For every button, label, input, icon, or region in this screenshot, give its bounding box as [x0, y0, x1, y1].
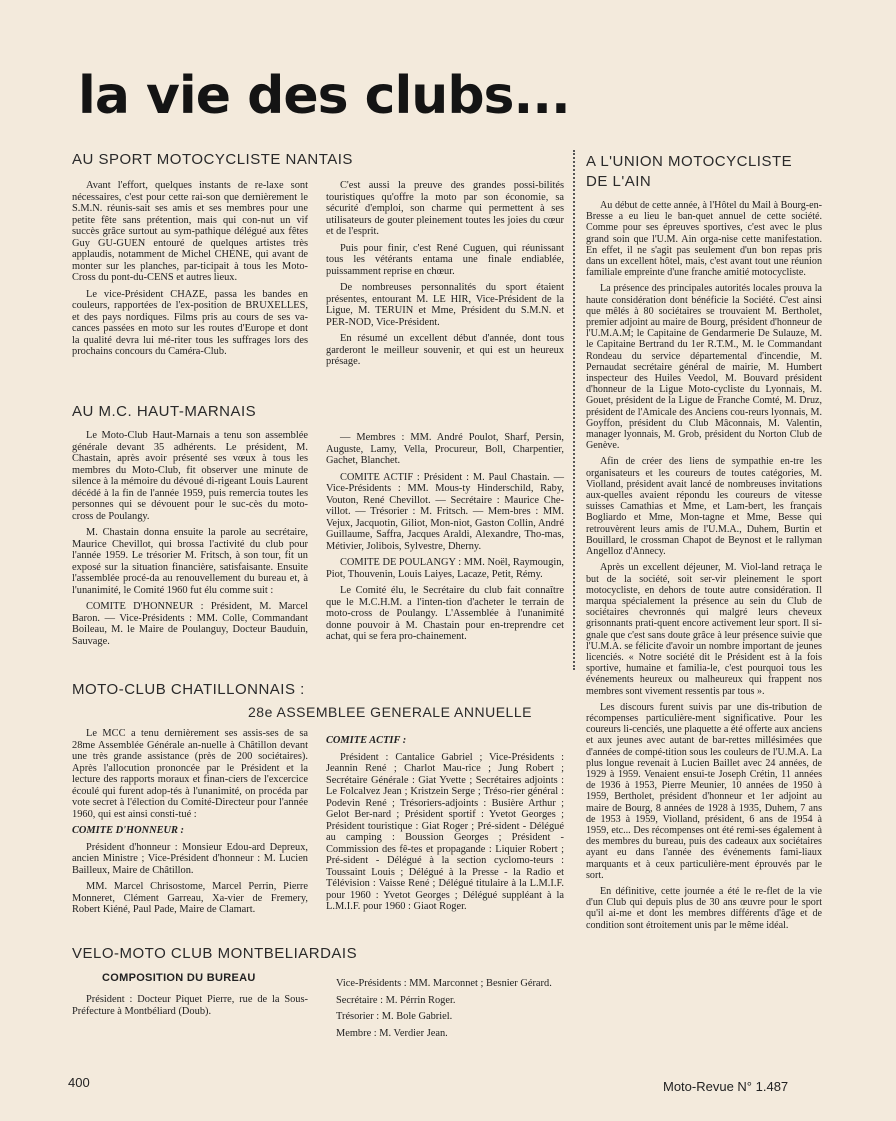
nantais-right-column: [326, 180, 564, 368]
montbeliard-right-column: [336, 978, 564, 1039]
paragraph: En résumé un excellent début d'année, dont tous garderont le meilleur souvenir, et qui est un heureux présage.: [326, 333, 564, 367]
paragraph: M. Chastain donna ensuite la parole au secrétaire, Maurice Chevillot, qui brossa l'activité du club pour l'année 1959. Le trésorier M. Fritsch, à son tour, fit un exposé sur la situation financière, satisfaisante. Ensuite l'assemblée procé-da au renouvellement du bureau et, à l'unanimité, le Comité 1960 fut élu comme suit :: [72, 527, 308, 596]
paragraph: Le MCC a tenu dernièrement ses assis-ses de sa 28me Assemblée Générale an-nuelle à Châtillon devant une très grande assistance (près de 200 sociétaires). Après l'allocution prononcée par le Président et la lecture des rapports moraux et finan-ciers de l'excercice écoulé qui furent adop-tés à l'unanimité, on procéda par vote secret à l'élection du Comité-Directeur pour l'année 1960, qui est ainsi consti-tué :: [72, 728, 308, 820]
paragraph: Président : Cantalice Gabriel ; Vice-Présidents : Jeannin René ; Charlot Mau-rice ; Jung Robert ; Secrétaire Générale : Giat Yvette ; Secrétaires adjoints : Le Folcalvez Jean ; Kristzein Serge ; Tréso-rier général : Podevin René ; Trésoriers-adjoints : Busière Arthur ; Gelot Ber-nard ; Président sportif : Yvetot Georges ; Président touristique : Giat Roger ; Pré-sident - Délégué au camping : Boussion Georges ; Président - Commission des fê-tes et propagande : Liquier Robert ; Pré-sident - Délégué à la section cyclomo-teurs : Toussaint Louis ; Délégué à la Presse - la Radio et Télévision : Vaisse René ; Délégué titulaire à la L.M.I.F. pour 1960 : Yvetot Georges ; Délégué suppléant à la L.M.I.F. pour 1960 : Giaot Roger.: [326, 751, 564, 912]
paragraph: COMITE D'HONNEUR : Président, M. Marcel Baron. — Vice-Présidents : MM. Colle, Commandant Boileau, M. le Maire de Poulanguy, Docteur Bauduin, Sauvage.: [72, 601, 308, 647]
subheading-assembly: 28e ASSEMBLEE GENERALE ANNUELLE: [248, 704, 532, 720]
paragraph: Afin de créer des liens de sympathie en-tre les organisateurs et les coureurs de toutes catégories, M. Violland, président avait lancé de nombreuses invitations aux-quelles avaient répondu les coureurs de vitesse suisses Camathias et Mme, et Lam-bert, les français Bogliardo et Mme, Mon-tagne et Mme, Besse qui retrouvèrent leurs amis de l'U.M.A., Duhem, Burtin et Bouillard, le crossman Chapot de Beynost et le rallyman Angelloz d'Annecy.: [586, 456, 822, 558]
member-line: Secrétaire : M. Pérrin Roger.: [336, 994, 456, 1006]
paragraph: Le Comité élu, le Secrétaire du club fait connaître que le M.C.H.M. a l'inten-tion d'acheter le terrain de moto-cross de Poulangy. L'Assemblée à l'unanimité donne pouvoir à M. Chastain pour en-treprendre cet achat, qui se fera pro-chainement.: [326, 585, 564, 642]
paragraph: Au début de cette année, à l'Hôtel du Mail à Bourg-en-Bresse a eu lieu le ban-quet annuel de cette société. Comme pour ses épreuves sportives, c'est avec le plus grand soin que l'U.M. Ain orga-nise cette manifestation. En effet, il ne s'agit pas seulement d'un bon repas pris dans un excellent hôtel, mais, c'est avant tout une réunion familiale empreinte d'une franche amitié motocycliste.: [586, 200, 822, 279]
heading-haut-marnais: AU M.C. HAUT-MARNAIS: [72, 403, 257, 420]
paragraph: En définitive, cette journée a été le re-flet de la vie d'un Club qui depuis plus de 30 ans œuvre pour le sport qu'il ai-me et dont les membres différents d'âge et de condition sont étroitement unis par le même idéal.: [586, 885, 822, 931]
paragraph: Puis pour finir, c'est René Cuguen, qui réunissant tous les vétérants entama une finale endiablée, puissamment reprise en chœur.: [326, 242, 564, 277]
paragraph: COMITE ACTIF : Président : M. Paul Chastain. — Vice-Présidents : MM. Mous-ty Hinderschild, Raby, Vouton, René Chevillot. — Secrétaire : Maurice Che-villot. — Trésorier : M. Fritsch. — Mem-bres : MM. Vejux, Jacquotin, Giliot, Mon-niot, Gaston Collin, André Guillaume, Saffra, Jacques Araldi, Alexandre, Tho-mas, Métivier, Jolibois, Sylvestre, Dherny.: [326, 471, 564, 552]
committee-label: COMITE ACTIF :: [326, 735, 407, 746]
haut-marnais-left-column: [72, 430, 308, 647]
member-line: Membre : M. Verdier Jean.: [336, 1027, 448, 1039]
paragraph: Le Moto-Club Haut-Marnais a tenu son assemblée générale devant 35 adhérents. Le président, M. Chastain, après avoir présenté ses vœux à tous les membres du Moto-Club, fit observer une minute de silence à la mémoire du dévoué di-rigeant Louis Laurent décédé à la fin de l'année 1959, puis remercia toutes les personnes qui se dévouent pour le suc-cès du moto-cross de Poulangy.: [72, 430, 308, 522]
page-title: la vie des clubs...: [78, 66, 570, 126]
paragraph: Le vice-Président CHAZE, passa les bandes en couleurs, rapportées de l'ex-position de BRUXELLES, et des pays nordiques. Films pris au cours de ses va-cances passées en moto sur les routes d'Europe et dont la qualité devra lui mé-riter tous les suffrages lors des prochains concours du Caméra-Club.: [72, 288, 308, 357]
paragraph: Les discours furent suivis par une dis-tribution de récompenses particulière-ment significative. Pour les coureurs li-cenciés, une plaquette a été offerte aux anciens et aux jeunes avec autant de bar-rettes millésimées que d'années de compé-tition sous les couleurs de l'U.M.A. La plus longue revenait à Lucien Baillet avec 24 années, de 1929 à 1959. Venaient ensui-te Joseph Crétin, 11 années de 1936 à 1953, Pierre Meunier, 10 années de 1950 à 1959, Bertholet, président d'honneur et 1er adjoint au maire de Bourg, 8 années de 1928 à 1935, Duhem, 7 ans de 1953 à 1959, Violland, président, 6 ans de 1954 à 1959, etc... Des récompenses ont été remi-ses également à des membres du bureau, puis des cadeaux aux sociétaires ayant eu dans l'année des événements fami-liaux marquants et à ceux particulière-ment éprouvés par le sort.: [586, 701, 822, 881]
paragraph: Après un excellent déjeuner, M. Viol-land retraça le but de la société, soit ser-vir pleinement le sport motocycliste, en dehors de toute autre considération. Il marqua spécialement la présence au sein du Club de sociétaires chevronnés qui malgré leurs cheveux grisonnants prati-quent encore activement leur sport. Il si-gnale que c'est sans doute grâce à leur présence suivie que l'U.M.A. se félicite d'avoir un nombre important de jeunes licenciés. « Notre société dit le Président est à la fois sportive, humaine et familia-le, c'est pourquoi tous les événements heureux ou malheureux qui frappent nos membres sont vivement ressentis par tous ».: [586, 562, 822, 697]
paragraph: MM. Marcel Chrisostome, Marcel Perrin, Pierre Monneret, Clément Garreau, Xa-vier de Fremery, Robert Kiéné, Paul Pade, Maire de Clamart.: [72, 881, 308, 915]
haut-marnais-right-column: [326, 432, 564, 643]
paragraph: Président d'honneur : Monsieur Edou-ard Depreux, ancien Ministre ; Vice-Président d'honneur : M. Lucien Bailleux, Maire de Châtillon.: [72, 841, 308, 876]
heading-montbeliard: VELO-MOTO CLUB MONTBELIARDAIS: [72, 945, 358, 962]
ain-column: [586, 200, 822, 931]
column-divider: [573, 150, 583, 670]
montbeliard-left-column: [72, 994, 308, 1017]
paragraph: La présence des principales autorités locales prouva la haute considération dont bénéficie la Société. C'est ainsi que mêlés à 80 sociétaires se trouvaient M. Bertholet, premier adjoint au maire de Bourg, président d'honneur de l'U.M.A.M; le Capitaine de Gendarmerie De Sulauze, M. le Capitaine Bertrand du 1er R.T.M., M. le Commandant Rondeau du service départemental d'incendie, M. Pernaudat secrétaire général de mairie, M. Humbert inspecteur des Huiles Veedol, M. Bouvard président d'honneur de la Ligue Moto-cycliste du Lyonnais, M. Gouet, président de la Ligue de Franche Comté, M. Druz, président de l'Amicale des Anciens cou-reurs lyonnais, M. Goyffon, président du Club Mâconnais, M. Valentin, manager lyonnais, M. Grob, président du Norton Club de Genève.: [586, 283, 822, 452]
magazine-issue: Moto-Revue N° 1.487: [663, 1079, 789, 1094]
heading-ain-line1: A L'UNION MOTOCYCLISTE: [586, 153, 793, 170]
member-line: Trésorier : M. Bole Gabriel.: [336, 1011, 453, 1022]
member-line: Vice-Présidents : MM. Marconnet ; Besnier Gérard.: [336, 978, 552, 989]
paragraph: COMITE DE POULANGY : MM. Noël, Raymougin, Piot, Thouvenin, Louis Laiyes, Lacaze, Petit, Rémy.: [326, 557, 564, 580]
page-number: 400: [68, 1075, 90, 1090]
chatillon-right-column: [326, 735, 564, 913]
paragraph: C'est aussi la preuve des grandes possi-bilités touristiques qu'offre la moto par son économie, sa sécurité d'emploi, son charme qui permettent à ses utilisateurs de gouter pleinement toutes les joies du cœur et de l'esprit.: [326, 180, 564, 237]
paragraph: Avant l'effort, quelques instants de re-laxe sont nécessaires, c'est pour cette rai-son que dernièrement le S.M.N. réunis-sait ses amis et ses membres pour une petite fête sans prétention, mais qui con-nut un vif succès grâce surtout au sym-pathique délégué aux fêtes Guy GU-GUEN entouré de quelques artistes très applaudis, notamment de Michel CHENE, qui avant de monter sur les planches, par-ticipait à tous les Moto-Cross du pont-du-CENS et autres lieux.: [72, 180, 308, 283]
heading-nantais: AU SPORT MOTOCYCLISTE NANTAIS: [72, 151, 353, 168]
heading-chatillon: MOTO-CLUB CHATILLONNAIS :: [72, 681, 305, 698]
subheading-bureau: COMPOSITION DU BUREAU: [102, 972, 256, 984]
nantais-left-column: [72, 180, 308, 358]
paragraph: Président : Docteur Piquet Pierre, rue de la Sous-Préfecture à Montbéliard (Doub).: [72, 994, 308, 1017]
heading-ain-line2: DE L'AIN: [586, 173, 652, 190]
paragraph: De nombreuses personnalités du sport étaient présentes, entourant M. LE HIR, Vice-Président de la Ligue, M. TERUIN et Mme, Président du S.M.N. et PER-NOD, Vice-Président.: [326, 282, 564, 328]
paragraph: — Membres : MM. André Poulot, Sharf, Persin, Auguste, Lamy, Vella, Procureur, Boll, Charpentier, Gachet, Blanchet.: [326, 432, 564, 466]
committee-label: COMITE D'HONNEUR :: [72, 825, 184, 836]
chatillon-left-column: [72, 728, 308, 916]
